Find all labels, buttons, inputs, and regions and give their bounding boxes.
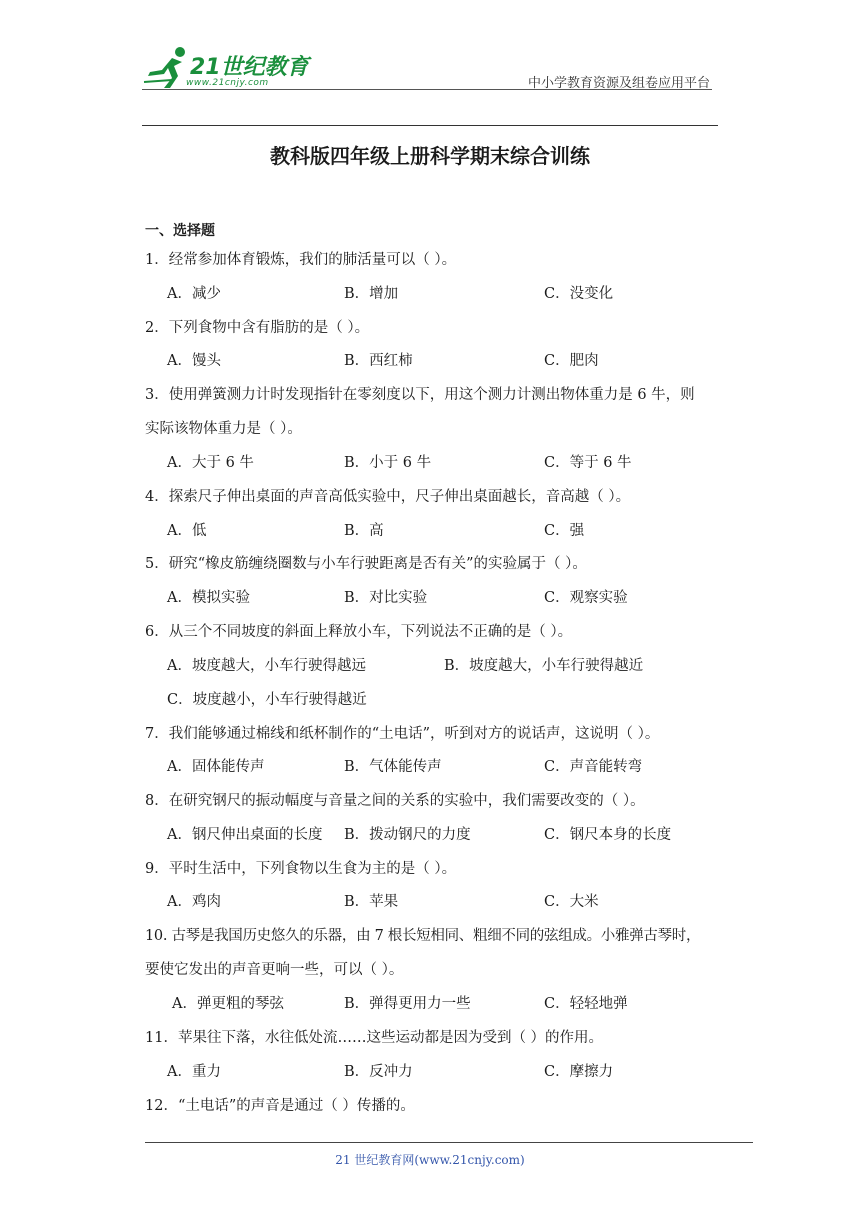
question-stem: 8．在研究钢尺的振动幅度与音量之间的关系的实验中，我们需要改变的（ ）。 [145,793,645,809]
option-a: A．大于 6 牛 [167,455,254,471]
option-c: C．声音能转弯 [544,759,643,775]
question-stem: 11．苹果往下落，水往低处流……这些运动都是因为受到（ ）的作用。 [145,1030,604,1046]
footer-link[interactable]: 21 世纪教育网(www.21cnjy.com) [335,1153,525,1167]
option-a: A．馒头 [167,353,221,369]
option-b: B．小于 6 牛 [344,455,432,471]
question-stem-continued: 实际该物体重力是（ ）。 [145,421,302,437]
logo-text: 21世纪教育 [190,55,309,80]
option-b: B．气体能传声 [344,759,442,775]
question-stem: 12．“土电话”的声音是通过（ ）传播的。 [145,1098,415,1114]
option-b: B．增加 [344,286,399,302]
question-stem: 2．下列食物中含有脂肪的是（ ）。 [145,320,370,336]
option-b: B．西红柿 [344,353,413,369]
footer-divider [145,1142,753,1143]
option-c: C．观察实验 [544,590,628,606]
option-c: C．肥肉 [544,353,599,369]
option-a: A．减少 [167,286,221,302]
option-b: B．苹果 [344,894,399,910]
option-c: C．轻轻地弹 [544,996,628,1012]
question-stem: 4．探索尺子伸出桌面的声音高低实验中，尺子伸出桌面越长，音高越（ ）。 [145,489,631,505]
header-divider [142,89,712,90]
option-c: C．坡度越小，小车行驶得越近 [167,692,367,708]
page-title: 教科版四年级上册科学期末综合训练 [270,144,590,168]
option-c: C．大米 [544,894,599,910]
option-a: A．固体能传声 [167,759,265,775]
question-stem: 6．从三个不同坡度的斜面上释放小车，下列说法不正确的是（ ）。 [145,624,573,640]
question-stem: 9．平时生活中，下列食物以生食为主的是（ ）。 [145,861,457,877]
question-stem: 10. 古琴是我国历史悠久的乐器，由 7 根长短相同、粗细不同的弦组成。小雅弹古琴时， [145,928,701,944]
header-platform-text: 中小学教育资源及组卷应用平台 [527,76,710,91]
question-stem: 1．经常参加体育锻炼，我们的肺活量可以（ ）。 [145,252,457,268]
option-a: A．鸡肉 [167,894,221,910]
question-stem-continued: 要使它发出的声音更响一些，可以（ ）。 [145,962,404,978]
logo-url: www.21cnjy.com [186,78,269,88]
option-a: A．模拟实验 [167,590,250,606]
section-heading: 一、选择题 [145,223,215,239]
option-a: A．坡度越大，小车行驶得越远 [167,658,366,674]
option-b: B．弹得更用力一些 [344,996,471,1012]
runner-logo-icon [142,44,192,90]
question-stem: 5．研究“橡皮筋缠绕圈数与小车行驶距离是否有关”的实验属于（ ）。 [145,556,587,572]
option-a: A．低 [167,523,207,539]
option-a: A．弹更粗的琴弦 [172,996,284,1012]
option-c: C．没变化 [544,286,614,302]
option-c: C．强 [544,523,585,539]
option-c: C．等于 6 牛 [544,455,632,471]
option-c: C．摩擦力 [544,1064,614,1080]
option-a: A．重力 [167,1064,221,1080]
question-stem: 3．使用弹簧测力计时发现指针在零刻度以下，用这个测力计测出物体重力是 6 牛，则 [145,387,695,403]
option-b: B．对比实验 [344,590,428,606]
question-stem: 7．我们能够通过棉线和纸杯制作的“土电话”，听到对方的说话声，这说明（ ）。 [145,726,660,742]
option-a: A．钢尺伸出桌面的长度 [167,827,323,843]
title-divider [142,125,718,126]
option-b: B．拨动钢尺的力度 [344,827,471,843]
option-b: B．坡度越大，小车行驶得越近 [444,658,644,674]
option-c: C．钢尺本身的长度 [544,827,672,843]
option-b: B．高 [344,523,384,539]
option-b: B．反冲力 [344,1064,413,1080]
